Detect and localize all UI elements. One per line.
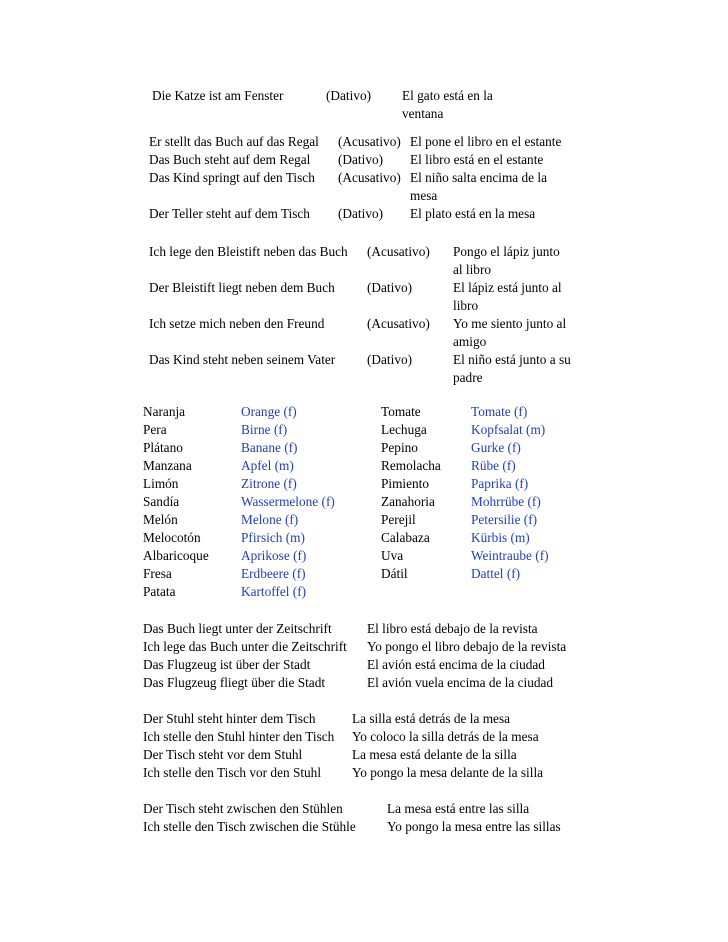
vocab-german: Aprikose (f) [241, 548, 307, 563]
vocab-spanish: Remolacha [381, 458, 441, 473]
vocab-german: Rübe (f) [471, 458, 516, 473]
german-sentence: Er stellt das Buch auf das Regal [149, 134, 319, 149]
german-sentence: Ich stelle den Tisch zwischen die Stühle [143, 819, 356, 834]
case-label: (Dativo) [338, 206, 384, 221]
case-label: (Acusativo) [338, 134, 401, 149]
vocab-german: Kartoffel (f) [241, 584, 307, 599]
vocab-spanish: Calabaza [381, 530, 430, 545]
spanish-sentence-continued: padre [453, 370, 483, 385]
spanish-sentence-continued: mesa [410, 188, 438, 203]
case-label: (Dativo) [367, 352, 413, 367]
german-sentence: Der Tisch steht zwischen den Stühlen [143, 801, 343, 816]
german-sentence: Das Flugzeug ist über der Stadt [143, 657, 311, 672]
vocab-spanish: Dátil [381, 566, 408, 581]
spanish-sentence-continued: ventana [402, 106, 444, 121]
vocab-spanish: Melocotón [143, 530, 201, 545]
spanish-sentence: El pone el libro en el estante [410, 134, 562, 149]
spanish-sentence: El plato está en la mesa [410, 206, 536, 221]
vocab-spanish: Limón [143, 476, 179, 491]
spanish-sentence: El avión vuela encima de la ciudad [367, 675, 554, 690]
german-sentence: Das Kind springt auf den Tisch [149, 170, 315, 185]
case-label: (Dativo) [326, 88, 372, 103]
german-sentence: Ich stelle den Tisch vor den Stuhl [143, 765, 322, 780]
vocab-spanish: Lechuga [381, 422, 427, 437]
vocab-german: Petersilie (f) [471, 512, 538, 527]
case-label: (Dativo) [338, 152, 384, 167]
vocab-german: Apfel (m) [241, 458, 294, 473]
vocab-spanish: Albaricoque [143, 548, 209, 563]
german-sentence: Das Buch steht auf dem Regal [149, 152, 311, 167]
german-sentence: Die Katze ist am Fenster [152, 88, 284, 103]
vocab-german: Erdbeere (f) [241, 566, 306, 581]
vocab-german: Pfirsich (m) [241, 530, 305, 545]
vocab-spanish: Manzana [143, 458, 192, 473]
vocab-spanish: Uva [381, 548, 404, 563]
german-sentence: Der Stuhl steht hinter dem Tisch [143, 711, 316, 726]
spanish-sentence: El niño salta encima de la [410, 170, 547, 185]
spanish-sentence: Yo me siento junto al [453, 316, 567, 331]
spanish-sentence-continued: al libro [453, 262, 492, 277]
spanish-sentence-continued: amigo [453, 334, 487, 349]
spanish-sentence: La mesa está entre las silla [387, 801, 530, 816]
vocab-spanish: Zanahoria [381, 494, 435, 509]
spanish-sentence: Yo pongo el libro debajo de la revista [367, 639, 567, 654]
case-label: (Acusativo) [338, 170, 401, 185]
vocab-spanish: Fresa [143, 566, 172, 581]
vocab-german: Kürbis (m) [471, 530, 530, 545]
spanish-sentence: Yo pongo la mesa entre las sillas [387, 819, 561, 834]
spanish-sentence: El niño está junto a su [453, 352, 571, 367]
german-sentence: Ich lege den Bleistift neben das Buch [149, 244, 348, 259]
spanish-sentence: Pongo el lápiz junto [453, 244, 560, 259]
german-sentence: Ich lege das Buch unter die Zeitschrift [143, 639, 347, 654]
vocab-spanish: Sandía [143, 494, 180, 509]
vocab-german: Tomate (f) [471, 404, 528, 419]
vocab-spanish: Perejil [381, 512, 416, 527]
vocab-german: Dattel (f) [471, 566, 521, 581]
german-sentence: Das Buch liegt unter der Zeitschrift [143, 621, 332, 636]
vocab-german: Birne (f) [241, 422, 288, 437]
german-sentence: Das Kind steht neben seinem Vater [149, 352, 336, 367]
vocab-german: Paprika (f) [471, 476, 529, 491]
spanish-sentence: La silla está detrás de la mesa [352, 711, 511, 726]
german-sentence: Ich stelle den Stuhl hinter den Tisch [143, 729, 335, 744]
spanish-sentence: El avión está encima de la ciudad [367, 657, 545, 672]
spanish-sentence-continued: libro [453, 298, 479, 313]
spanish-sentence: El lápiz está junto al [453, 280, 562, 295]
spanish-sentence: Yo pongo la mesa delante de la silla [352, 765, 544, 780]
vocab-spanish: Plátano [143, 440, 183, 455]
vocab-german: Mohrrübe (f) [471, 494, 541, 509]
vocab-german: Weintraube (f) [471, 548, 549, 563]
spanish-sentence: La mesa está delante de la silla [352, 747, 517, 762]
spanish-sentence: El libro está debajo de la revista [367, 621, 538, 636]
vocab-german: Melone (f) [241, 512, 299, 527]
vocab-spanish: Patata [143, 584, 176, 599]
vocab-spanish: Naranja [143, 404, 186, 419]
vocab-german: Zitrone (f) [241, 476, 297, 491]
german-sentence: Das Flugzeug fliegt über die Stadt [143, 675, 326, 690]
vocab-spanish: Pera [143, 422, 167, 437]
german-sentence: Der Tisch steht vor dem Stuhl [143, 747, 303, 762]
case-label: (Acusativo) [367, 244, 430, 259]
german-sentence: Der Teller steht auf dem Tisch [149, 206, 310, 221]
vocab-spanish: Tomate [381, 404, 421, 419]
spanish-sentence: Yo coloco la silla detrás de la mesa [352, 729, 539, 744]
case-label: (Acusativo) [367, 316, 430, 331]
vocab-spanish: Pepino [381, 440, 418, 455]
vocab-spanish: Melón [143, 512, 178, 527]
spanish-sentence: El gato está en la [402, 88, 493, 103]
case-label: (Dativo) [367, 280, 413, 295]
spanish-sentence: El libro está en el estante [410, 152, 544, 167]
vocab-german: Gurke (f) [471, 440, 521, 455]
vocab-german: Wassermelone (f) [241, 494, 335, 509]
german-sentence: Der Bleistift liegt neben dem Buch [149, 280, 335, 295]
vocab-german: Kopfsalat (m) [471, 422, 546, 437]
vocab-german: Orange (f) [241, 404, 297, 419]
vocab-spanish: Pimiento [381, 476, 430, 491]
german-sentence: Ich setze mich neben den Freund [149, 316, 325, 331]
vocab-german: Banane (f) [241, 440, 298, 455]
